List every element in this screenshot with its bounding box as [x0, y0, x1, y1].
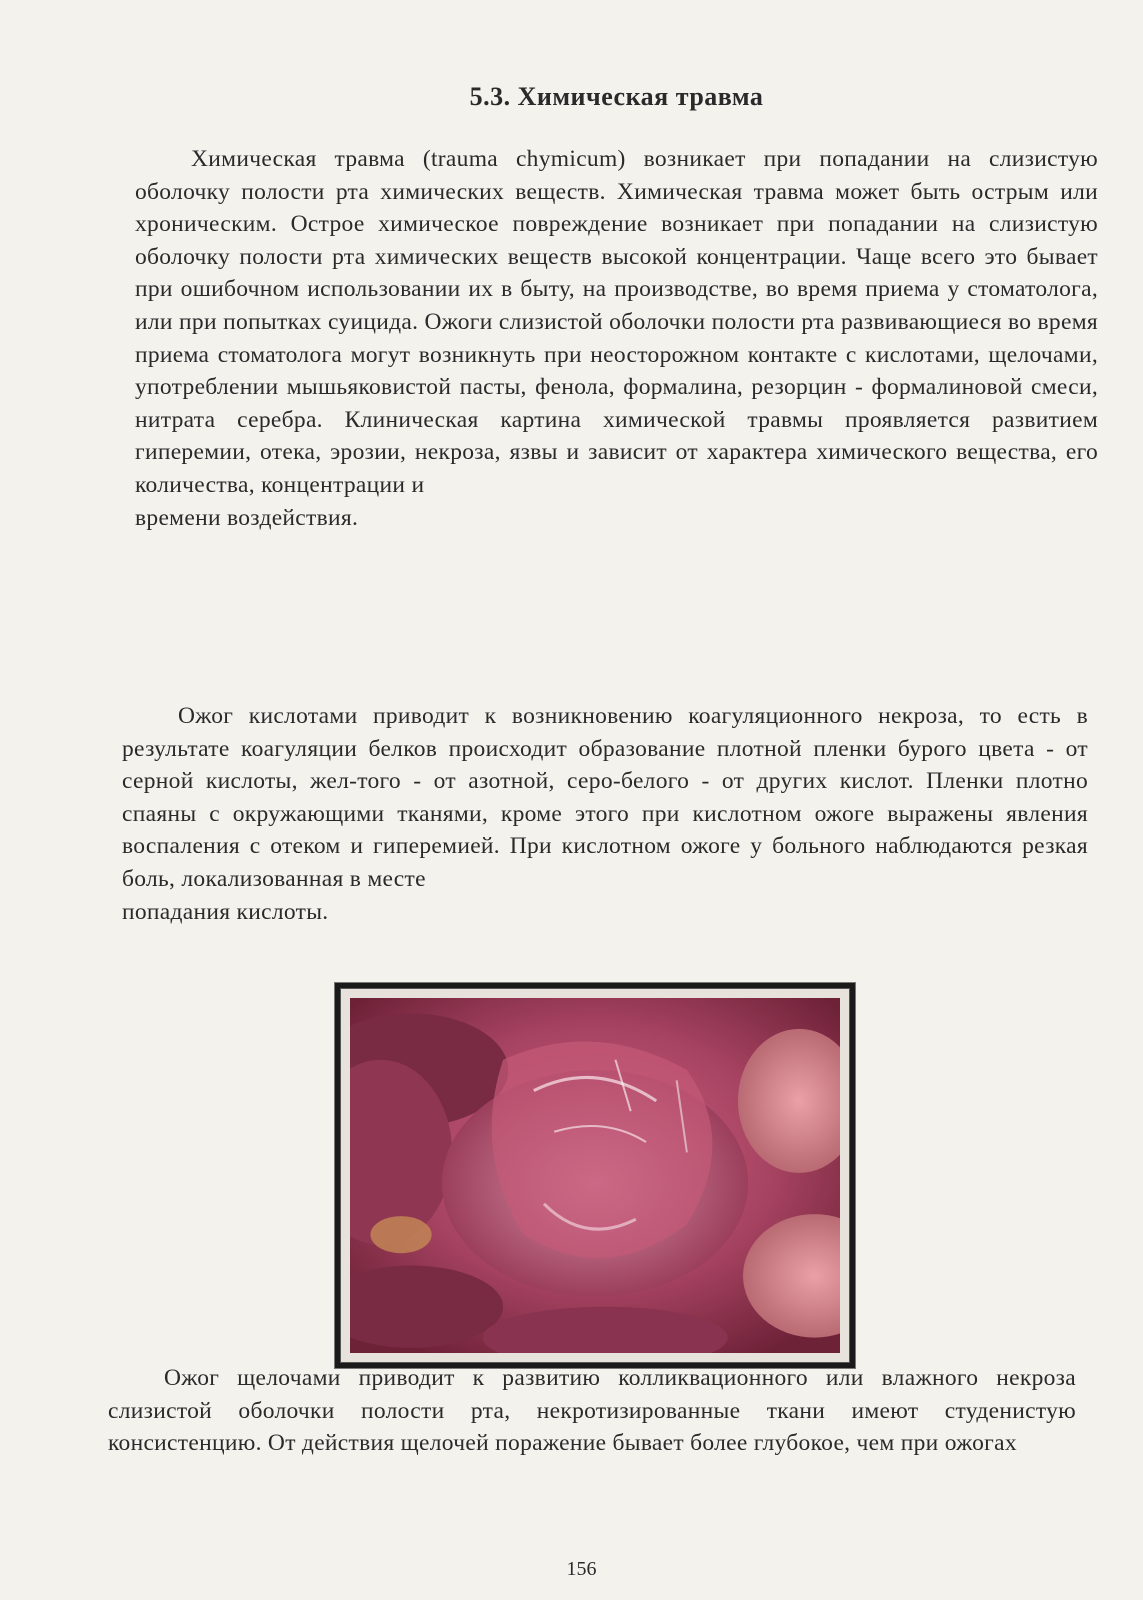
paragraph-intro-last-line: времени воздействия. — [135, 504, 359, 531]
paragraph-intro-text: Химическая травма (trauma chymicum) возникает при попадании на слизистую оболочку полости рта химических веществ. Химическая травма может быть острым или хроническим. Острое химическое повреждение возникает при попадании на слизистую оболочку полости рта химических веществ высокой концентрации. Чаще всего это бывает при ошибочном использовании их в быту, на производстве, во время приема у стоматолога, или при попытках суицида. Ожоги слизистой оболочки полости рта развивающиеся во время приема стоматолога могут возникнуть при неосторожном контакте с кислотами, щелочами, употреблении мышьяковистой пасты, фенола, формалина, резорцин - формалиновой смеси, нитрата серебра. Клиническая картина химической травмы проявляется развитием гиперемии, отека, эрозии, некроза, язвы и зависит от характера химического вещества, его количества, концентрации и — [135, 146, 1098, 498]
page-number: 156 — [566, 1558, 597, 1580]
paragraph-intro — [135, 143, 1098, 534]
clinical-photo-frame — [335, 983, 855, 1368]
paragraph-acid-burn-text: Ожог кислотами приводит к возникновению коагуляционного некроза, то есть в результате коагуляции белков происходит образование плотной пленки бурого цвета - от серной кислоты, жел-того - от азотной, серо-белого - от других кислот. Пленки плотно спаяны с окружающими тканями, кроме этого при кислотном ожоге выражены явления воспаления с отеком и гиперемией. При кислотном ожоге у больного наблюдаются резкая боль, локализованная в месте — [122, 703, 1088, 892]
paragraph-alkali-burn — [108, 1362, 1076, 1460]
paragraph-alkali-burn-text: Ожог щелочами приводит к развитию колликвационного или влажного некроза слизистой оболочки полости рта, некротизированные ткани имеют студенистую консистенцию. От действия щелочей поражение бывает более глубокое, чем при ожогах — [108, 1365, 1076, 1457]
paragraph-acid-burn — [122, 700, 1088, 928]
clinical-photo — [350, 998, 840, 1353]
paragraph-acid-burn-last-line: попадания кислоты. — [122, 898, 329, 925]
photo-mat — [340, 988, 850, 1363]
section-title: 5.3. Химическая травма — [469, 82, 764, 111]
